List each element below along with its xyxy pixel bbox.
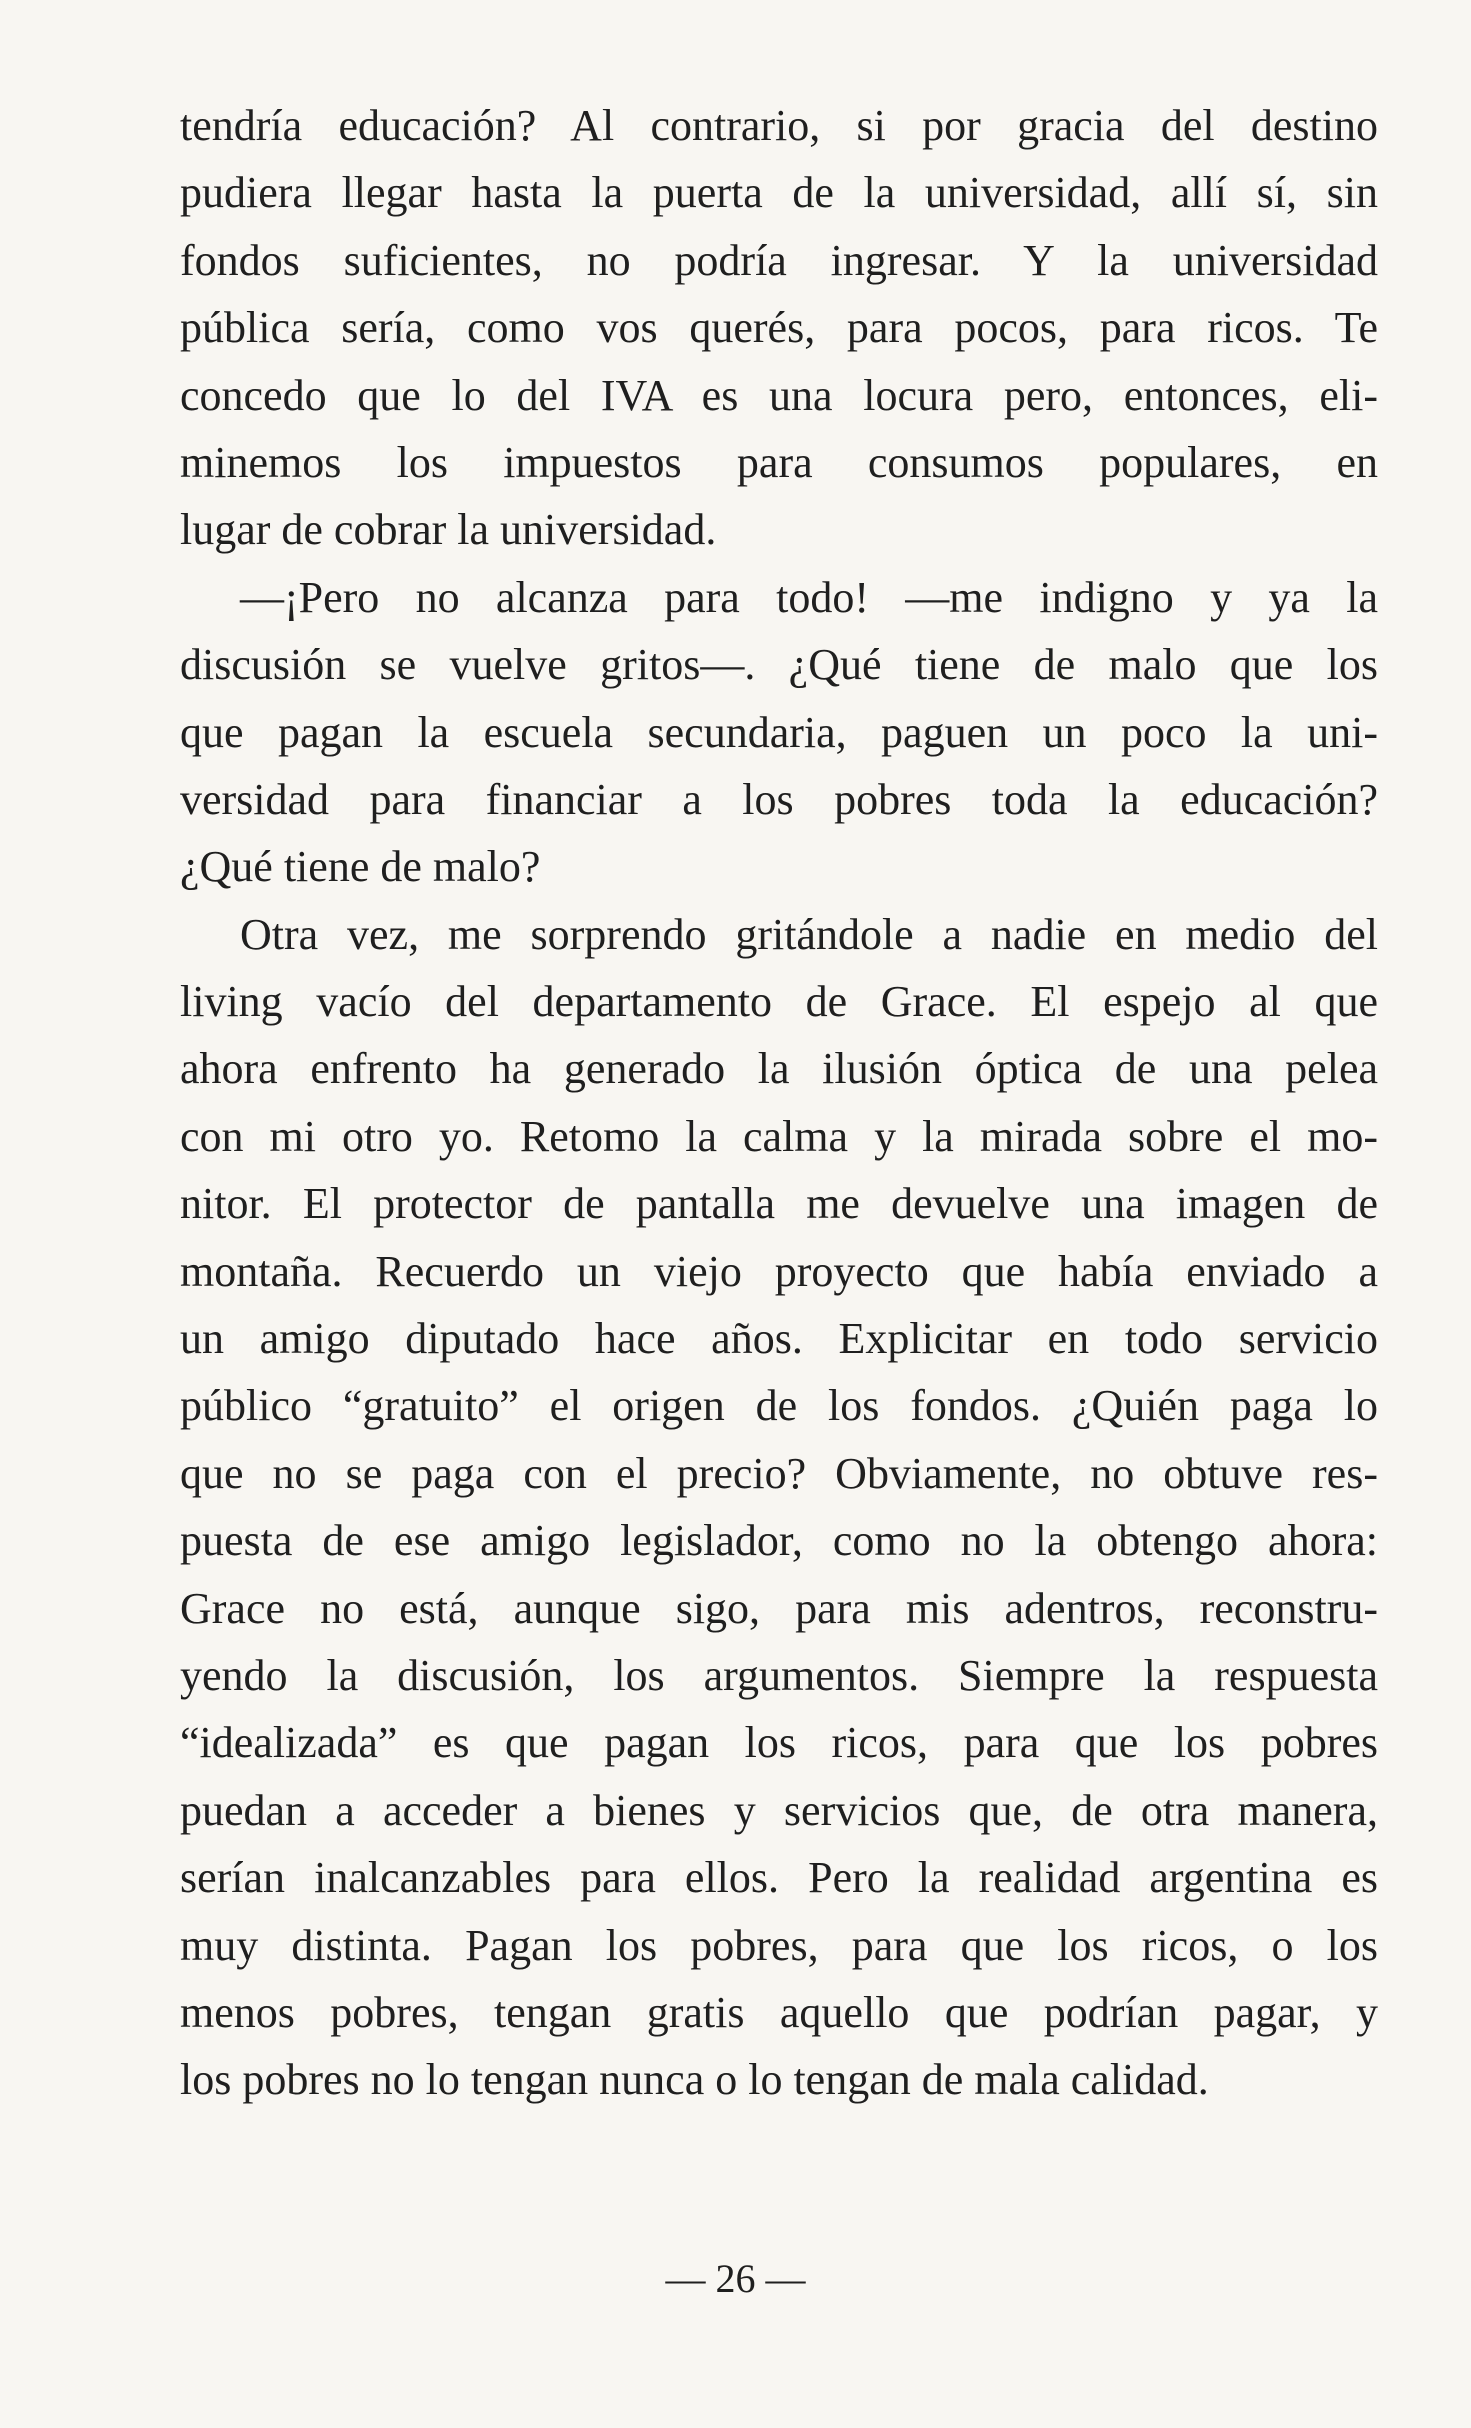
text-line: versidad para financiar a los pobres toda la educación?: [180, 774, 1378, 824]
text-line: puesta de ese amigo legislador, como no la obtengo ahora:: [180, 1516, 1378, 1566]
text-line: menos pobres, tengan gratis aquello que podrían pagar, y: [180, 1987, 1378, 2037]
text-line: público “gratuito” el origen de los fondos. ¿Quién paga lo: [180, 1381, 1378, 1431]
text-line: —¡Pero no alcanza para todo! —me indigno y ya la: [240, 572, 1378, 622]
text-line: nitor. El protector de pantalla me devuelve una imagen de: [180, 1179, 1378, 1229]
text-line: que pagan la escuela secundaria, paguen un poco la uni-: [180, 707, 1378, 757]
text-line: living vacío del departamento de Grace. El espejo al que: [180, 977, 1378, 1027]
text-line: discusión se vuelve gritos—. ¿Qué tiene de malo que los: [180, 640, 1378, 690]
text-line: tendría educación? Al contrario, si por gracia del destino: [180, 101, 1378, 150]
text-line: pública sería, como vos querés, para pocos, para ricos. Te: [180, 303, 1378, 353]
text-line: puedan a acceder a bienes y servicios que, de otra manera,: [180, 1785, 1378, 1835]
text-line: Otra vez, me sorprendo gritándole a nadie en medio del: [240, 909, 1378, 959]
text-line: Grace no está, aunque sigo, para mis adentros, reconstru-: [180, 1583, 1378, 1633]
text-line: montaña. Recuerdo un viejo proyecto que había enviado a: [180, 1246, 1378, 1296]
text-line: un amigo diputado hace años. Explicitar en todo servicio: [180, 1314, 1378, 1364]
text-line: que no se paga con el precio? Obviamente, no obtuve res-: [180, 1448, 1378, 1498]
text-line: minemos los impuestos para consumos populares, en: [180, 437, 1378, 487]
text-line: “idealizada” es que pagan los ricos, para que los pobres: [180, 1718, 1378, 1768]
text-line: lugar de cobrar la universidad.: [180, 505, 717, 555]
text-line: con mi otro yo. Retomo la calma y la mirada sobre el mo-: [180, 1111, 1378, 1161]
page-number: — 26 —: [665, 2256, 806, 2301]
text-line: muy distinta. Pagan los pobres, para que los ricos, o los: [180, 1920, 1378, 1970]
text-line: ahora enfrento ha generado la ilusión óptica de una pelea: [180, 1044, 1378, 1094]
text-line: concedo que lo del IVA es una locura pero, entonces, eli-: [180, 370, 1378, 420]
text-line: ¿Qué tiene de malo?: [180, 842, 541, 892]
text-line: los pobres no lo tengan nunca o lo tengan de mala calidad.: [180, 2055, 1209, 2105]
body-text: [180, 92, 1378, 2114]
text-line: pudiera llegar hasta la puerta de la universidad, allí sí, sin: [180, 168, 1378, 218]
text-line: yendo la discusión, los argumentos. Siempre la respuesta: [180, 1650, 1378, 1700]
text-line: fondos suficientes, no podría ingresar. Y la universidad: [180, 235, 1378, 285]
text-line: serían inalcanzables para ellos. Pero la realidad argentina es: [180, 1853, 1378, 1903]
